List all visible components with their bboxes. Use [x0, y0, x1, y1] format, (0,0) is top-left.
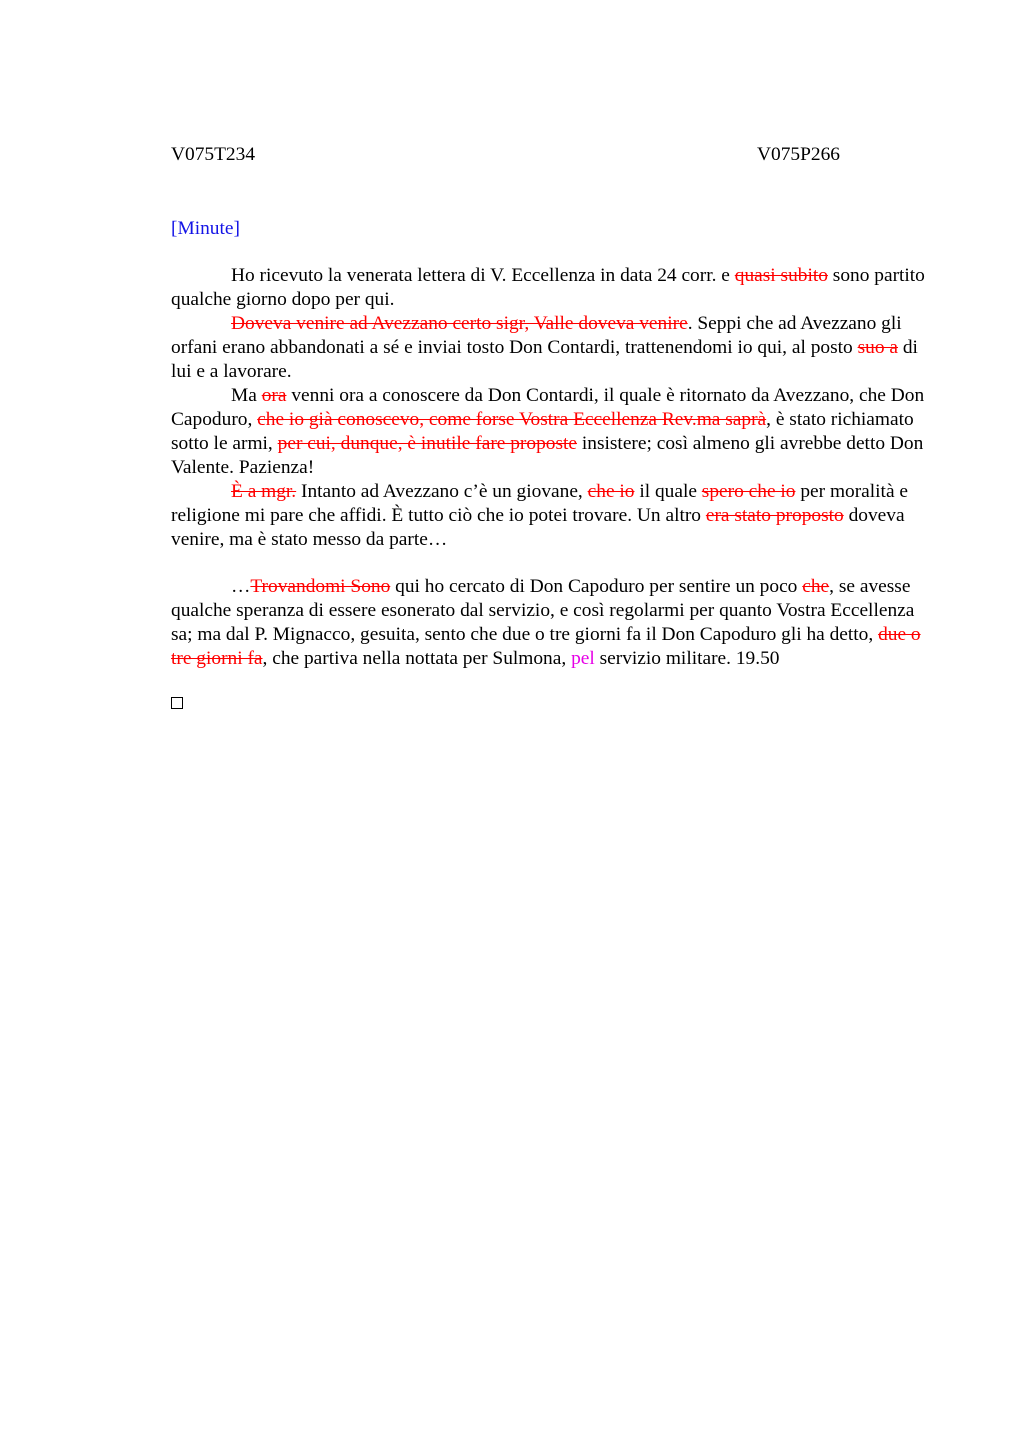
text-segment: … — [231, 576, 251, 597]
text-segment: insistere; così almeno gli avrebbe detto Don Valente. Pazienza! — [171, 433, 924, 478]
paragraph — [171, 384, 931, 480]
text-segment: Ho ricevuto la venerata lettera di V. Eccellenza in data 24 corr. e — [231, 265, 735, 286]
text-segment: qui ho cercato di Don Capoduro per sentire un poco — [390, 576, 803, 597]
deleted-text: per cui, dunque, è inutile fare proposte — [277, 433, 578, 454]
document-code-right: V075P266 — [757, 144, 840, 165]
text-segment: servizio militare. 19.50 — [594, 648, 780, 669]
deleted-text: quasi subito — [734, 265, 828, 286]
inserted-text: pel — [571, 648, 595, 669]
deleted-text: suo a — [857, 337, 898, 358]
section-label: [Minute] — [171, 218, 240, 239]
paragraph — [171, 312, 931, 384]
text-segment: per moralità e religione mi pare che affidi. È tutto ciò che io potei trovare. Un altro — [171, 481, 909, 526]
text-segment: il quale — [634, 481, 702, 502]
deleted-text: spero che io — [701, 481, 796, 502]
end-marker-box — [171, 697, 183, 709]
deleted-text: Doveva venire ad Avezzano certo sigr, Valle doveva venire — [231, 313, 688, 334]
paragraph — [171, 575, 931, 671]
deleted-text: era stato proposto — [705, 505, 844, 526]
document-page — [171, 143, 931, 709]
text-segment: di lui e a lavorare. — [171, 337, 918, 382]
text-segment: . Seppi che ad Avezzano gli orfani erano abbandonati a sé e inviai tosto Don Contardi, trattenendomi io qui, al posto — [171, 313, 902, 358]
paragraph — [171, 480, 931, 552]
text-segment: Intanto ad Avezzano c’è un giovane, — [296, 481, 588, 502]
text-segment: doveva venire, ma è stato messo da parte… — [171, 505, 905, 550]
deleted-text: che io — [587, 481, 635, 502]
deleted-text: Trovandomi Sono — [250, 576, 391, 597]
text-segment: venni ora a conoscere da Don Contardi, il quale è ritornato da Avezzano, che Don Capoduro, — [171, 385, 925, 430]
paragraph — [171, 264, 931, 312]
deleted-text: che — [802, 576, 830, 597]
text-segment: , che partiva nella nottata per Sulmona, — [262, 648, 572, 669]
deleted-text: È a mgr. — [231, 481, 297, 502]
text-segment: , se avesse qualche speranza di essere esonerato dal servizio, e così regolarmi per quanto Vostra Eccellenza sa; ma dal P. Mignacco, gesuita, sento che due o tre giorni fa il Don Capoduro gli ha detto, — [171, 576, 915, 645]
deleted-text: ora — [261, 385, 287, 406]
text-segment: Ma — [231, 385, 262, 406]
letter-body — [171, 264, 931, 671]
header-row — [171, 143, 931, 173]
deleted-text: due o tre giorni fa — [171, 624, 921, 669]
text-segment: , è stato richiamato sotto le armi, — [171, 409, 914, 454]
text-segment: sono partito qualche giorno dopo per qui. — [171, 265, 925, 310]
deleted-text: che io già conoscevo, come forse Vostra Eccellenza Rev.ma saprà — [257, 409, 767, 430]
document-code-left: V075T234 — [171, 144, 256, 165]
